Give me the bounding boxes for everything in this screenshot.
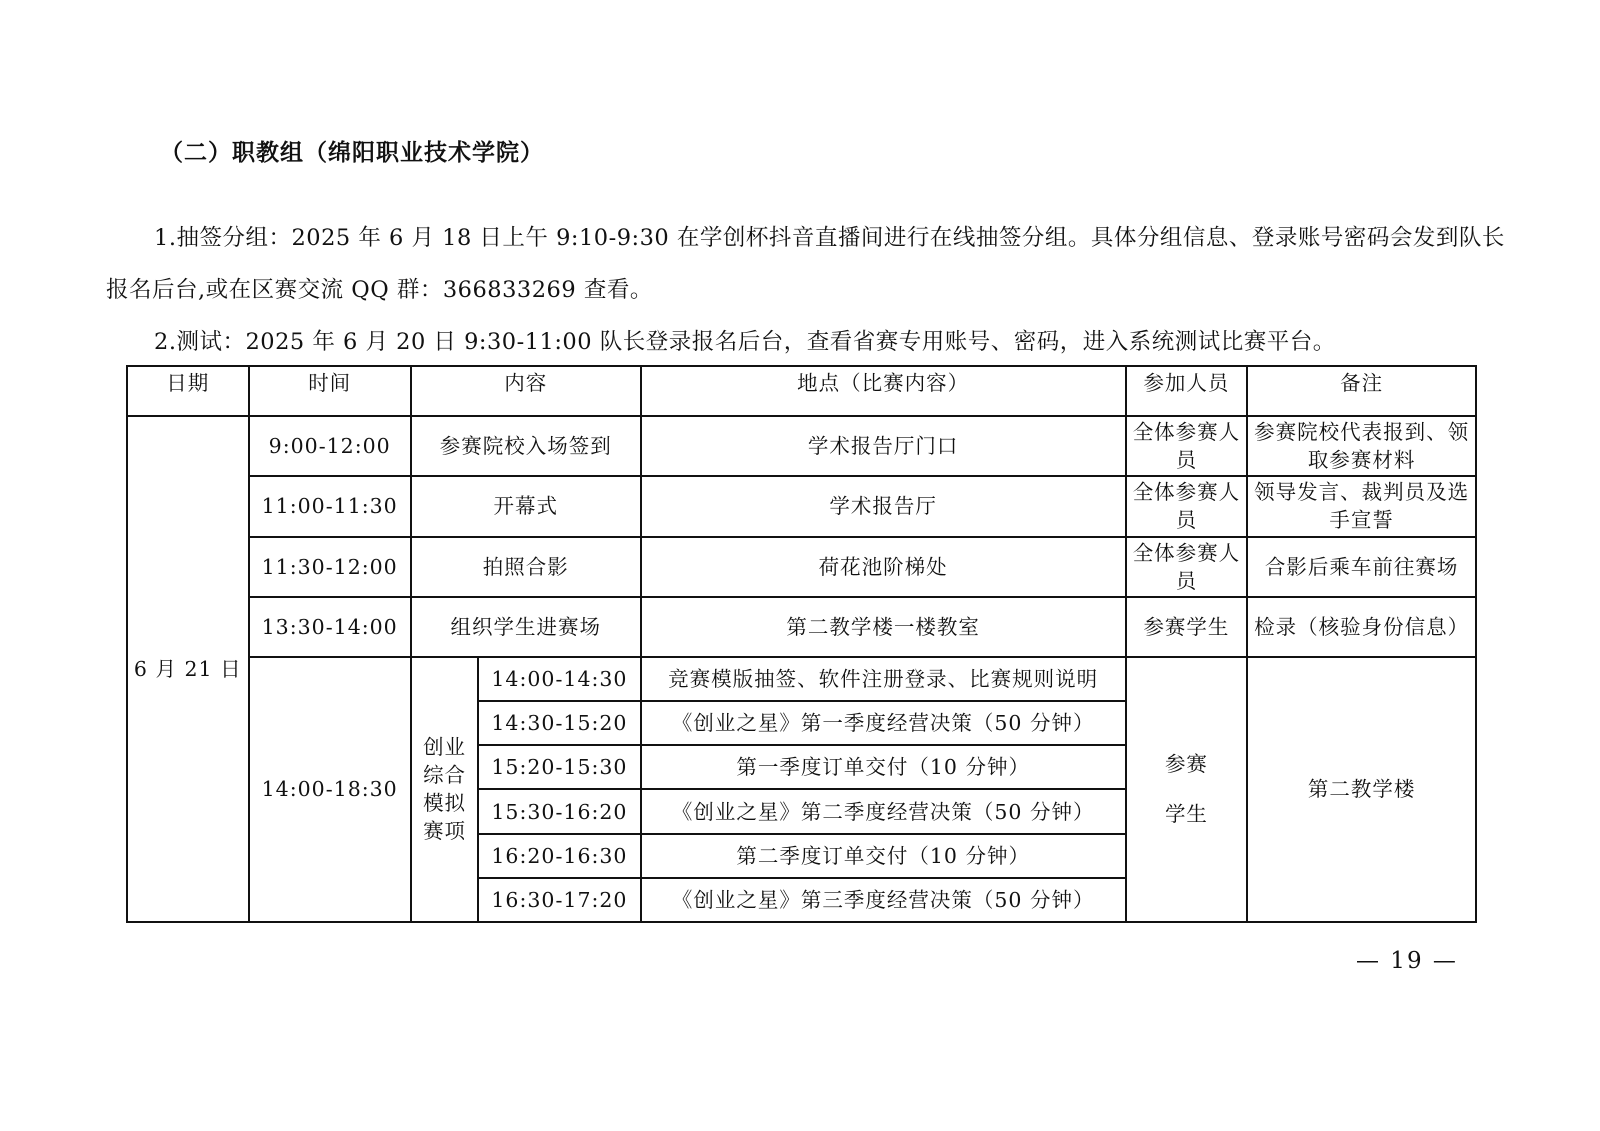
location-cell: 学术报告厅门口 [641, 416, 1126, 476]
block-participants-line2: 学生 [1164, 802, 1208, 827]
content-cell: 参赛院校入场签到 [411, 416, 641, 476]
block-content-cell: 创业综合模拟赛项 [411, 657, 478, 922]
block-participants-line1: 参赛 [1164, 752, 1208, 777]
sub-time-cell: 16:30-17:20 [478, 878, 640, 922]
paragraph-testing [106, 316, 1506, 368]
sub-location-cell: 《创业之星》第三季度经营决策（50 分钟） [641, 878, 1126, 922]
header-time: 时间 [249, 366, 411, 416]
time-cell: 9:00-12:00 [249, 416, 411, 476]
sub-time-cell: 14:30-15:20 [478, 701, 640, 745]
content-cell: 组织学生进赛场 [411, 597, 641, 657]
schedule-table [126, 365, 1477, 923]
header-date: 日期 [127, 366, 249, 416]
paragraph-draw-grouping-text: 1.抽签分组：2025 年 6 月 18 日上午 9:10-9:30 在学创杯抖音直播间进行在线抽签分组。具体分组信息、登录账号密码会发到队长报名后台,或在区赛交流 QQ 群：366833269 查看。 [106, 225, 1505, 303]
notes-cell: 检录（核验身份信息） [1247, 597, 1476, 657]
sub-location-cell: 《创业之星》第二季度经营决策（50 分钟） [641, 789, 1126, 833]
notes-cell: 合影后乘车前往赛场 [1247, 537, 1476, 597]
table-row [127, 657, 1476, 701]
participants-cell: 全体参赛人员 [1126, 476, 1248, 536]
table-row [127, 476, 1476, 536]
sub-time-cell: 15:20-15:30 [478, 745, 640, 789]
participants-cell: 全体参赛人员 [1126, 416, 1248, 476]
sub-location-cell: 《创业之星》第一季度经营决策（50 分钟） [641, 701, 1126, 745]
time-cell: 11:00-11:30 [249, 476, 411, 536]
paragraph-draw-grouping [106, 212, 1506, 316]
notes-cell: 领导发言、裁判员及选手宣誓 [1247, 476, 1476, 536]
content-cell: 拍照合影 [411, 537, 641, 597]
paragraph-testing-text: 2.测试：2025 年 6 月 20 日 9:30-11:00 队长登录报名后台，查看省赛专用账号、密码，进入系统测试比赛平台。 [154, 329, 1336, 355]
sub-location-cell: 第二季度订单交付（10 分钟） [641, 834, 1126, 878]
location-cell: 学术报告厅 [641, 476, 1126, 536]
header-participants: 参加人员 [1126, 366, 1248, 416]
table-header-row [127, 366, 1476, 416]
time-cell: 11:30-12:00 [249, 537, 411, 597]
table-row [127, 597, 1476, 657]
table-row [127, 537, 1476, 597]
block-participants-cell [1126, 657, 1248, 922]
participants-cell: 全体参赛人员 [1126, 537, 1248, 597]
header-location: 地点（比赛内容） [641, 366, 1126, 416]
location-cell: 荷花池阶梯处 [641, 537, 1126, 597]
section-heading: （二）职教组（绵阳职业技术学院） [160, 140, 544, 166]
table-row [127, 416, 1476, 476]
sub-time-cell: 15:30-16:20 [478, 789, 640, 833]
block-time-cell: 14:00-18:30 [249, 657, 411, 922]
time-cell: 13:30-14:00 [249, 597, 411, 657]
page-number: — 19 — [1356, 948, 1458, 974]
sub-location-cell: 第一季度订单交付（10 分钟） [641, 745, 1126, 789]
notes-cell: 参赛院校代表报到、领取参赛材料 [1247, 416, 1476, 476]
sub-time-cell: 16:20-16:30 [478, 834, 640, 878]
sub-time-cell: 14:00-14:30 [478, 657, 640, 701]
location-cell: 第二教学楼一楼教室 [641, 597, 1126, 657]
header-content: 内容 [411, 366, 641, 416]
participants-cell: 参赛学生 [1126, 597, 1248, 657]
sub-location-cell: 竞赛模版抽签、软件注册登录、比赛规则说明 [641, 657, 1126, 701]
block-notes-cell: 第二教学楼 [1247, 657, 1476, 922]
date-cell: 6 月 21 日 [127, 416, 249, 922]
content-cell: 开幕式 [411, 476, 641, 536]
header-notes: 备注 [1247, 366, 1476, 416]
